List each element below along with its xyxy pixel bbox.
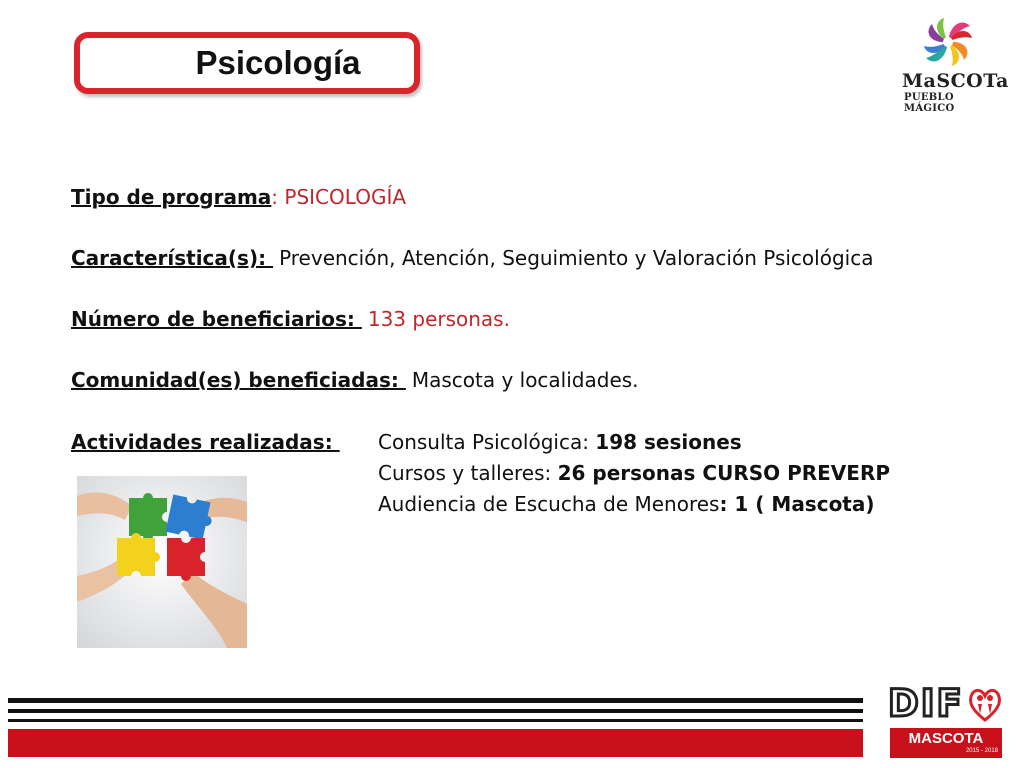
beneficiarios-line <box>71 304 510 334</box>
pinwheel-icon <box>900 14 1004 74</box>
tipo-programa-sep: : <box>271 185 285 209</box>
footer-red-bar <box>8 729 863 757</box>
comunidades-value: Mascota y localidades. <box>411 368 639 392</box>
mascota-logo-name: MaSCOTa <box>902 70 1009 92</box>
footer-stripe <box>8 709 863 713</box>
caracteristicas-label: Característica(s): <box>71 246 274 270</box>
dif-years: 2015 - 2018 <box>965 748 998 754</box>
actividad-text: Consulta Psicológica: <box>378 430 596 454</box>
actividad-value: 26 personas CURSO PREVERP <box>557 461 891 485</box>
dif-mascota-logo <box>888 682 1006 766</box>
actividad-text: Cursos y talleres: <box>378 461 558 485</box>
caracteristicas-line <box>71 243 873 273</box>
beneficiarios-label: Número de beneficiarios: <box>71 307 362 331</box>
puzzle-hands-image <box>77 476 247 648</box>
actividad-item <box>378 458 890 488</box>
actividades-label: Actividades realizadas: <box>71 430 340 454</box>
caracteristicas-value: Prevención, Atención, Seguimiento y Valoración Psicológica <box>279 246 874 270</box>
dif-logo-text: DIF <box>888 682 964 725</box>
comunidades-line <box>71 365 639 395</box>
mascota-logo-subtitle: PUEBLO MÁGICO <box>904 92 955 114</box>
family-heart-icon <box>968 684 1002 724</box>
actividad-text: Audiencia de Escucha de Menores <box>378 492 720 516</box>
tipo-programa-value: PSICOLOGÍA <box>284 185 407 209</box>
actividad-item <box>378 489 875 519</box>
dif-band-text: MASCOTA <box>908 730 984 747</box>
slide-title-box <box>74 32 420 94</box>
actividad-value: 198 sesiones <box>595 430 742 454</box>
footer-stripe <box>8 698 863 703</box>
tipo-programa-line <box>71 182 406 212</box>
slide-title: Psicología <box>195 44 361 81</box>
actividades-line <box>71 427 340 457</box>
comunidades-label: Comunidad(es) beneficiadas: <box>71 368 406 392</box>
mascota-pueblo-magico-logo <box>900 14 1009 114</box>
tipo-programa-label: Tipo de programa <box>71 185 272 209</box>
actividad-value: : 1 ( Mascota) <box>719 492 875 516</box>
actividad-item <box>378 427 742 457</box>
dif-logo-band <box>890 728 1002 758</box>
beneficiarios-value: 133 personas. <box>367 307 510 331</box>
footer-stripe <box>8 719 863 722</box>
